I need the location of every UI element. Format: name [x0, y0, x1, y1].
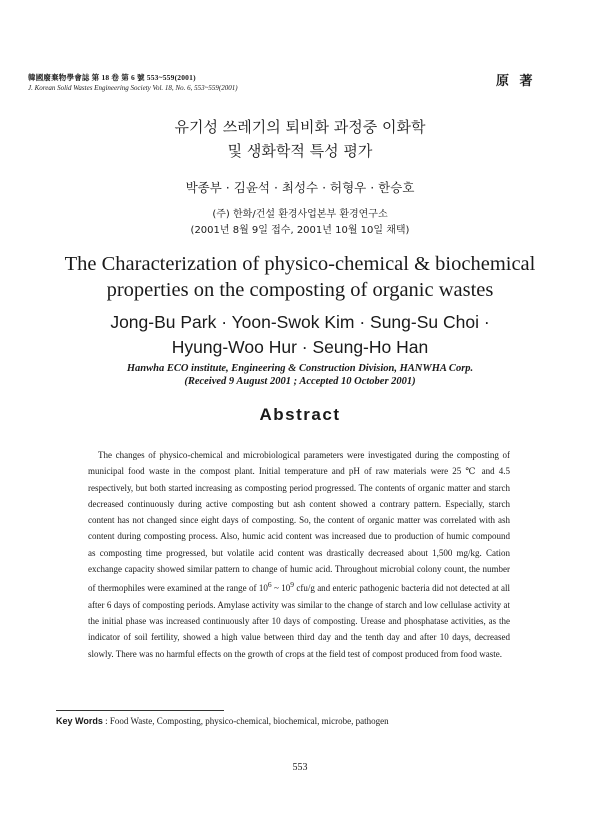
- abstract-text-part2: cfu/g and enteric pathogenic bacteria did not detected at all after 6 days of composting periods. Amylase activity was similar to the change of starch and low cellulase activity at the initial phase was increased continuously after 10 days of composting. Urease and phosphatase activities, as the indicator of soil fertility, showed a high value between third day and the tenth day and after 10 days, decreased slowly. There was no harmful effects on the growth of crops at the field test of compost produced from food waste.: [88, 583, 511, 659]
- korean-affiliation: (주) 한화/건설 환경사업본부 환경연구소: [212, 209, 388, 220]
- journal-header-english: J. Korean Solid Wastes Engineering Society Vol. 18, No. 6, 553~559(2001): [28, 84, 238, 92]
- english-authors-line1: Jong-Bu Park · Yoon-Swok Kim · Sung-Su Choi ·: [110, 312, 490, 332]
- exponent-high: 9: [290, 580, 294, 590]
- english-affiliation: Hanwha ECO institute, Engineering & Construction Division, HANWHA Corp.: [126, 363, 474, 374]
- abstract-text-part1: The changes of physico-chemical and microbiological parameters were investigated during the composting of municipal food waste in the compost plant. Initial temperature and pH of raw materials were 25 ℃ and 4.5 respectively, but both started increasing as composting period progressed. The contents of organic matter and starch decreased continuously during active composting but ash content showed a contrary pattern. Especially, starch content has not changed since eight days of composting. So, the content of organic matter was correlated with ash content during composting process. Also, humic acid content was increased due to production of humic compound as composting time progressed, but volatile acid content was drastically decreased about 1,500 mg/kg. Cation exchange capacity showed similar pattern to change of humic acid. Throughout microbial colony count, the number of thermophiles were examined at the range of 10: [88, 450, 510, 594]
- korean-authors: 박종부 · 김윤석 · 최성수 · 허형우 · 한승호: [185, 180, 415, 195]
- keywords-line: [56, 716, 389, 726]
- journal-header-korean: 韓國廢棄物學會誌 第 18 卷 第 6 號 553~559(2001): [28, 73, 196, 82]
- korean-title-line2: 및 생화학적 특성 평가: [227, 142, 373, 160]
- english-title-line1: The Characterization of physico-chemical & biochemical: [64, 253, 536, 275]
- abstract-text-range: ~ 10: [271, 583, 291, 594]
- footnote-divider: [56, 710, 224, 711]
- english-dates: (Received 9 August 2001 ; Accepted 10 October 2001): [184, 376, 416, 387]
- page-number: 553: [292, 762, 308, 773]
- english-authors-line2: Hyung-Woo Hur · Seung-Ho Han: [171, 337, 429, 357]
- article-type-label: 原 著: [496, 74, 536, 89]
- abstract-body: [88, 447, 510, 662]
- korean-dates: (2001년 8월 9일 접수, 2001년 10월 10일 채택): [190, 225, 410, 236]
- exponent-low: 6: [267, 580, 272, 590]
- korean-title-line1: 유기성 쓰레기의 퇴비화 과정중 이화학: [174, 118, 426, 136]
- keywords-text: : Food Waste, Composting, physico-chemical, biochemical, microbe, pathogen: [102, 716, 389, 726]
- keywords-label: Key Words: [56, 716, 103, 726]
- english-title-line2: properties on the composting of organic wastes: [106, 279, 494, 301]
- abstract-heading: Abstract: [259, 405, 341, 424]
